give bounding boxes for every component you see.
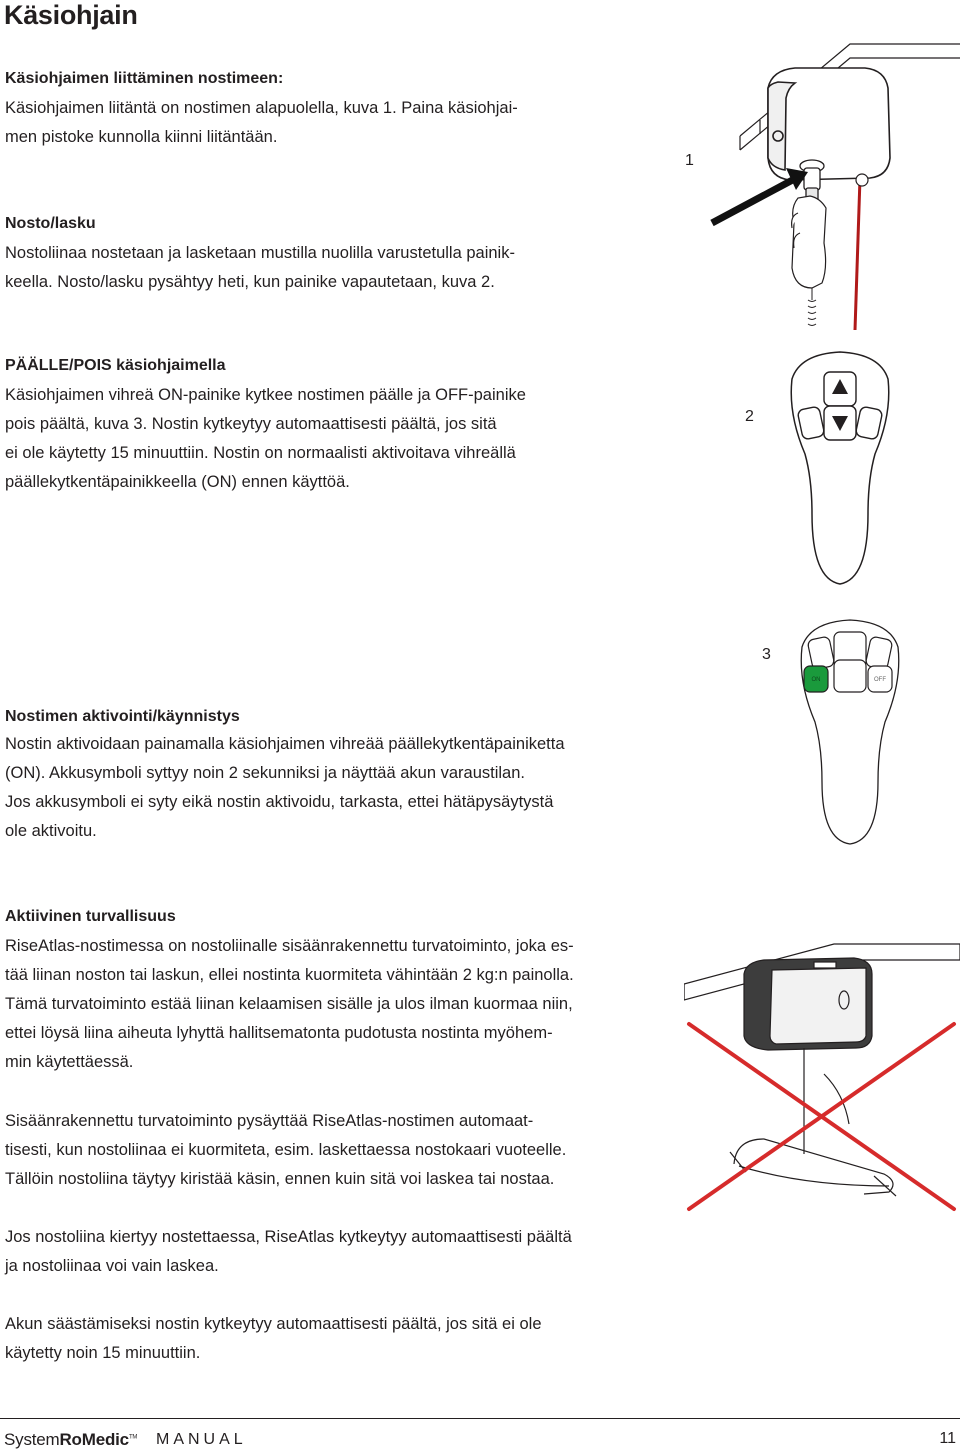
section-heading-activation: Nostimen aktivointi/käynnistys [5, 708, 240, 725]
safety-p4-line-2: käytetty noin 15 minuuttiin. [5, 1344, 201, 1362]
safety-p2-line-3: Tällöin nostoliina täytyy kiristää käsin, ennen kuin sitä voi laskea tai nostaa. [5, 1170, 555, 1188]
safety-p1-line-1: RiseAtlas-nostimessa on nostoliinalle sisäänrakennettu turvatoiminto, joka es- [5, 937, 574, 955]
figure-3-number: 3 [762, 646, 771, 663]
safety-p2-line-1: Sisäänrakennettu turvatoiminto pysäyttää RiseAtlas-nostimen automaat- [5, 1112, 534, 1130]
safety-p1-line-3: Tämä turvatoiminto estää liinan kelaamisen sisälle ja ulos ilman kuormaa niin, [5, 995, 573, 1013]
section-text-activation-line-1: Nostin aktivoidaan painamalla käsiohjaimen vihreää päällekytkentäpainiketta [5, 735, 565, 753]
section-text-onoff-line-2: pois päältä, kuva 3. Nostin kytkeytyy automaattisesti päältä, jos sitä [5, 415, 497, 433]
page-number: 11 [939, 1430, 956, 1447]
brand-system: System [4, 1430, 60, 1449]
safety-p2-line-2: tisesti, kun nostoliinaa ei kuormiteta, esim. laskettaessa nostokaari vuoteelle. [5, 1141, 567, 1159]
figure-2-number: 2 [745, 408, 754, 425]
figure-1-number: 1 [685, 152, 694, 169]
safety-p4-line-1: Akun säästämiseksi nostin kytkeytyy automaattisesti päältä, jos sitä ei ole [5, 1315, 542, 1333]
section-heading-active-safety: Aktiivinen turvallisuus [5, 908, 176, 925]
section-text-lift-line-2: keella. Nosto/lasku pysähtyy heti, kun painike vapautetaan, kuva 2. [5, 273, 495, 291]
brand-tm: TM [128, 1434, 138, 1441]
section-text-onoff-line-4: päällekytkentäpainikkeella (ON) ennen käyttöä. [5, 473, 350, 491]
figure-4-crossed-lift-illustration [684, 924, 960, 1214]
footer-manual-label: MANUAL [156, 1431, 247, 1448]
section-heading-connect: Käsiohjaimen liittäminen nostimeen: [5, 70, 284, 87]
section-text-onoff-line-1: Käsiohjaimen vihreä ON-painike kytkee nostimen päälle ja OFF-painike [5, 386, 526, 404]
figure-2-handset-illustration [780, 344, 900, 592]
section-text-activation-line-3: Jos akkusymboli ei syty eikä nostin aktivoidu, tarkasta, ettei hätäpysäytystä [5, 793, 554, 811]
safety-p1-line-5: min käytettäessä. [5, 1053, 134, 1071]
section-text-activation-line-4: ole aktivoitu. [5, 822, 97, 840]
safety-p3-line-2: ja nostoliinaa voi vain laskea. [5, 1257, 219, 1275]
brand-logo [4, 1430, 137, 1450]
section-heading-on-off: PÄÄLLE/POIS käsiohjaimella [5, 357, 226, 374]
section-text-onoff-line-3: ei ole käytetty 15 minuuttiin. Nostin on normaalisti aktivoitava vihreällä [5, 444, 516, 462]
brand-romedic: RoMedic [59, 1430, 129, 1449]
figure-3-handset-on-off-illustration [790, 612, 910, 848]
section-text-lift-line-1: Nostoliinaa nostetaan ja lasketaan mustilla nuolilla varustetulla painik- [5, 244, 515, 262]
safety-p3-line-1: Jos nostoliina kiertyy nostettaessa, RiseAtlas kytkeytyy automaattisesti päältä [5, 1228, 572, 1246]
safety-p1-line-4: ettei löysä liina aiheuta lyhyttä hallitsematonta pudotusta nostinta myöhem- [5, 1024, 553, 1042]
section-text-connect-line-2: men pistoke kunnolla kiinni liitäntään. [5, 128, 278, 146]
fig3-on-label: ON [811, 677, 821, 683]
page-title: Käsiohjain [4, 0, 138, 30]
section-text-activation-line-2: (ON). Akkusymboli syttyy noin 2 sekunniksi ja näyttää akun varaustilan. [5, 764, 525, 782]
fig3-off-label: OFF [874, 677, 886, 683]
section-text-connect-line-1: Käsiohjaimen liitäntä on nostimen alapuolella, kuva 1. Paina käsiohjai- [5, 99, 518, 117]
figure-1-lift-connector-illustration [700, 38, 960, 330]
safety-p1-line-2: tää liinan noston tai laskun, ellei nostinta kuormiteta vähintään 2 kg:n painolla. [5, 966, 574, 984]
section-heading-lift-lower: Nosto/lasku [5, 215, 96, 232]
footer-rule [0, 1418, 960, 1419]
